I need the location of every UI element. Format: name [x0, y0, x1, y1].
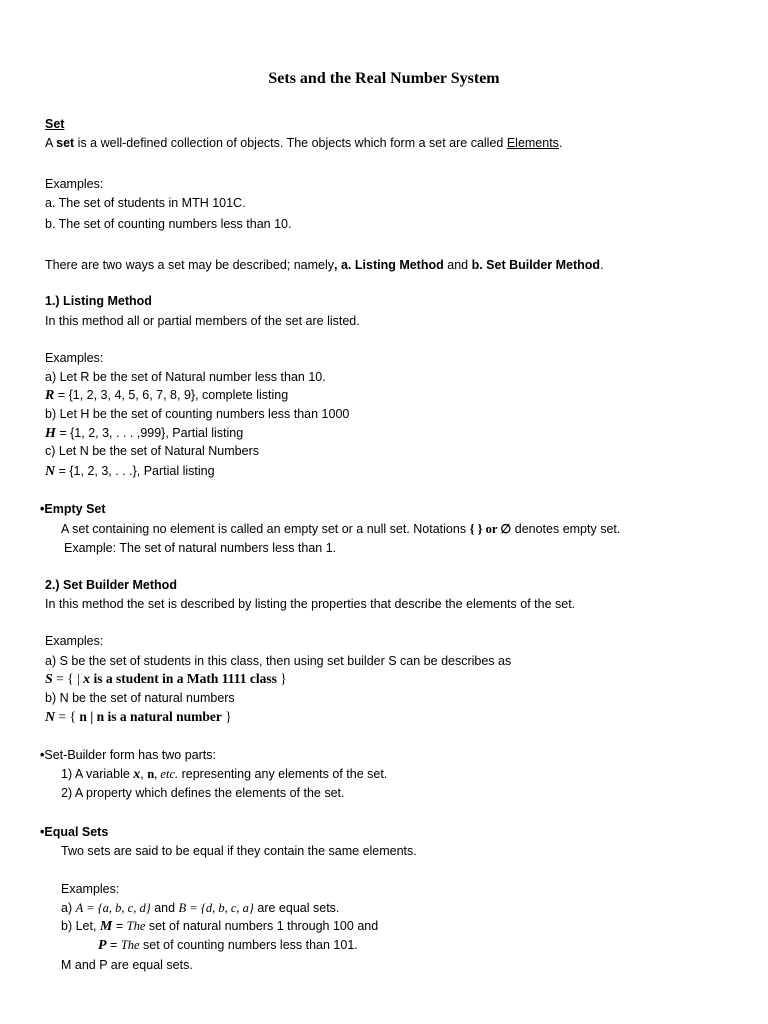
bullet-icon: • [40, 825, 45, 839]
set-n-open: = { [55, 709, 80, 724]
var-x: x [133, 767, 141, 782]
ways-and: and [443, 258, 472, 272]
bullet-icon: • [40, 502, 45, 516]
ways-sentence [45, 256, 604, 274]
parts-item-1 [61, 765, 387, 784]
ways-end: . [600, 258, 604, 272]
var-h: H [45, 426, 56, 441]
equal-conclusion: M and P are equal sets. [61, 958, 193, 972]
equal-b-rest: set of natural numbers 1 through 100 and [145, 919, 379, 933]
equal-a-pre: a) [61, 901, 76, 915]
set-s-open: = { | [52, 671, 84, 686]
empty-set-heading [40, 500, 106, 518]
equal-p-rest: set of counting numbers less than 101. [139, 938, 358, 952]
listing-description: In this method all or partial members of the set are listed. [45, 314, 360, 328]
empty-set-title: Empty Set [44, 502, 106, 516]
equal-examples-label: Examples: [61, 882, 120, 896]
page-title: Sets and the Real Number System [268, 70, 500, 87]
set-n-property: | n is a natural number [86, 709, 222, 724]
var-n: N [45, 464, 56, 479]
listing-example-b: b) Let H be the set of counting numbers less than 1000 [45, 407, 350, 421]
ways-lead: There are two ways a set may be described; namely [45, 258, 335, 272]
set-b: B = {d, b, c, a} [178, 901, 254, 915]
empty-notation: { } or ∅ [469, 522, 512, 536]
var-n: n [147, 767, 155, 781]
set-example-a: a. The set of students in MTH 101C. [45, 196, 246, 210]
set-heading: Set [45, 117, 65, 131]
parts-one-etc: , etc. [154, 767, 179, 781]
equal-example-p [98, 936, 358, 955]
builder-example-b-set [45, 708, 232, 727]
set-def-period: . [558, 136, 563, 150]
equal-example-b [61, 917, 378, 936]
bullet-icon: • [40, 748, 45, 762]
equal-a-post: are equal sets. [253, 901, 340, 915]
set-def-bold: set [56, 136, 75, 150]
parts-one-pre: 1) A variable [61, 767, 134, 781]
set-s-property: is a student in a Math 1111 class [90, 671, 277, 686]
var-r: R [45, 388, 55, 403]
equal-p-eq: = [106, 938, 121, 952]
listing-examples-label: Examples: [45, 351, 104, 365]
set-example-b: b. The set of counting numbers less than 10. [45, 217, 292, 231]
var-n-builder: N [45, 710, 56, 725]
builder-example-b: b) N be the set of natural numbers [45, 691, 235, 705]
equal-b-eq: = [112, 919, 127, 933]
set-def-a: A [45, 136, 57, 150]
empty-desc-pre: A set containing no element is called an empty set or a null set. Notations [61, 522, 470, 536]
equal-sets-title: Equal Sets [44, 825, 109, 839]
set-r-value: = {1, 2, 3, 4, 5, 6, 7, 8, 9}, complete listing [54, 388, 289, 402]
var-s: S [45, 672, 53, 687]
ways-comma: , [334, 258, 341, 272]
builder-heading: 2.) Set Builder Method [45, 578, 177, 592]
var-m: M [99, 919, 113, 934]
parts-item-2: 2) A property which defines the elements of the set. [61, 786, 345, 800]
parts-heading [40, 746, 216, 764]
listing-example-a: a) Let R be the set of Natural number less than 10. [45, 370, 326, 384]
var-x: x [83, 672, 91, 687]
empty-set-example: Example: The set of natural numbers less than 1. [64, 541, 337, 555]
parts-one-post: representing any elements of the set. [178, 767, 388, 781]
builder-example-a: a) S be the set of students in this class, then using set builder S can be describes as [45, 654, 512, 668]
listing-heading: 1.) Listing Method [45, 294, 152, 308]
parts-title: Set-Builder form has two parts: [44, 748, 216, 762]
set-examples-label: Examples: [45, 177, 104, 191]
equal-p-the: The [120, 938, 140, 952]
parts-one-comma: , [140, 767, 148, 781]
listing-example-c: c) Let N be the set of Natural Numbers [45, 444, 259, 458]
equal-example-a [61, 899, 339, 917]
equal-a-and: and [150, 901, 179, 915]
set-n-close: } [221, 709, 232, 724]
set-a: A = {a, b, c, d} [75, 901, 151, 915]
set-h-value: = {1, 2, 3, . . . ,999}, Partial listing [55, 426, 244, 440]
listing-example-b-set [45, 424, 243, 443]
set-def-rest: is a well-defined collection of objects. The objects which form a set are called [74, 136, 507, 150]
listing-example-c-set [45, 462, 215, 481]
empty-desc-post: denotes empty set. [511, 522, 621, 536]
builder-example-a-set [45, 670, 287, 689]
set-s-close: } [276, 671, 287, 686]
set-n-value: = {1, 2, 3, . . .}, Partial listing [55, 464, 215, 478]
builder-examples-label: Examples: [45, 634, 104, 648]
elements-term: Elements [506, 136, 559, 150]
ways-builder: b. Set Builder Method [471, 258, 601, 272]
empty-set-description [61, 520, 620, 538]
builder-description: In this method the set is described by listing the properties that describe the elements of the set. [45, 597, 576, 611]
equal-b-pre: b) Let, [61, 919, 100, 933]
equal-b-the: The [126, 919, 146, 933]
var-n-element: n [79, 709, 87, 724]
equal-sets-description: Two sets are said to be equal if they contain the same elements. [61, 844, 417, 858]
ways-listing: a. Listing Method [340, 258, 444, 272]
listing-example-a-set [45, 386, 288, 405]
var-p: P [98, 938, 107, 953]
equal-sets-heading [40, 823, 108, 841]
set-definition [45, 134, 562, 152]
